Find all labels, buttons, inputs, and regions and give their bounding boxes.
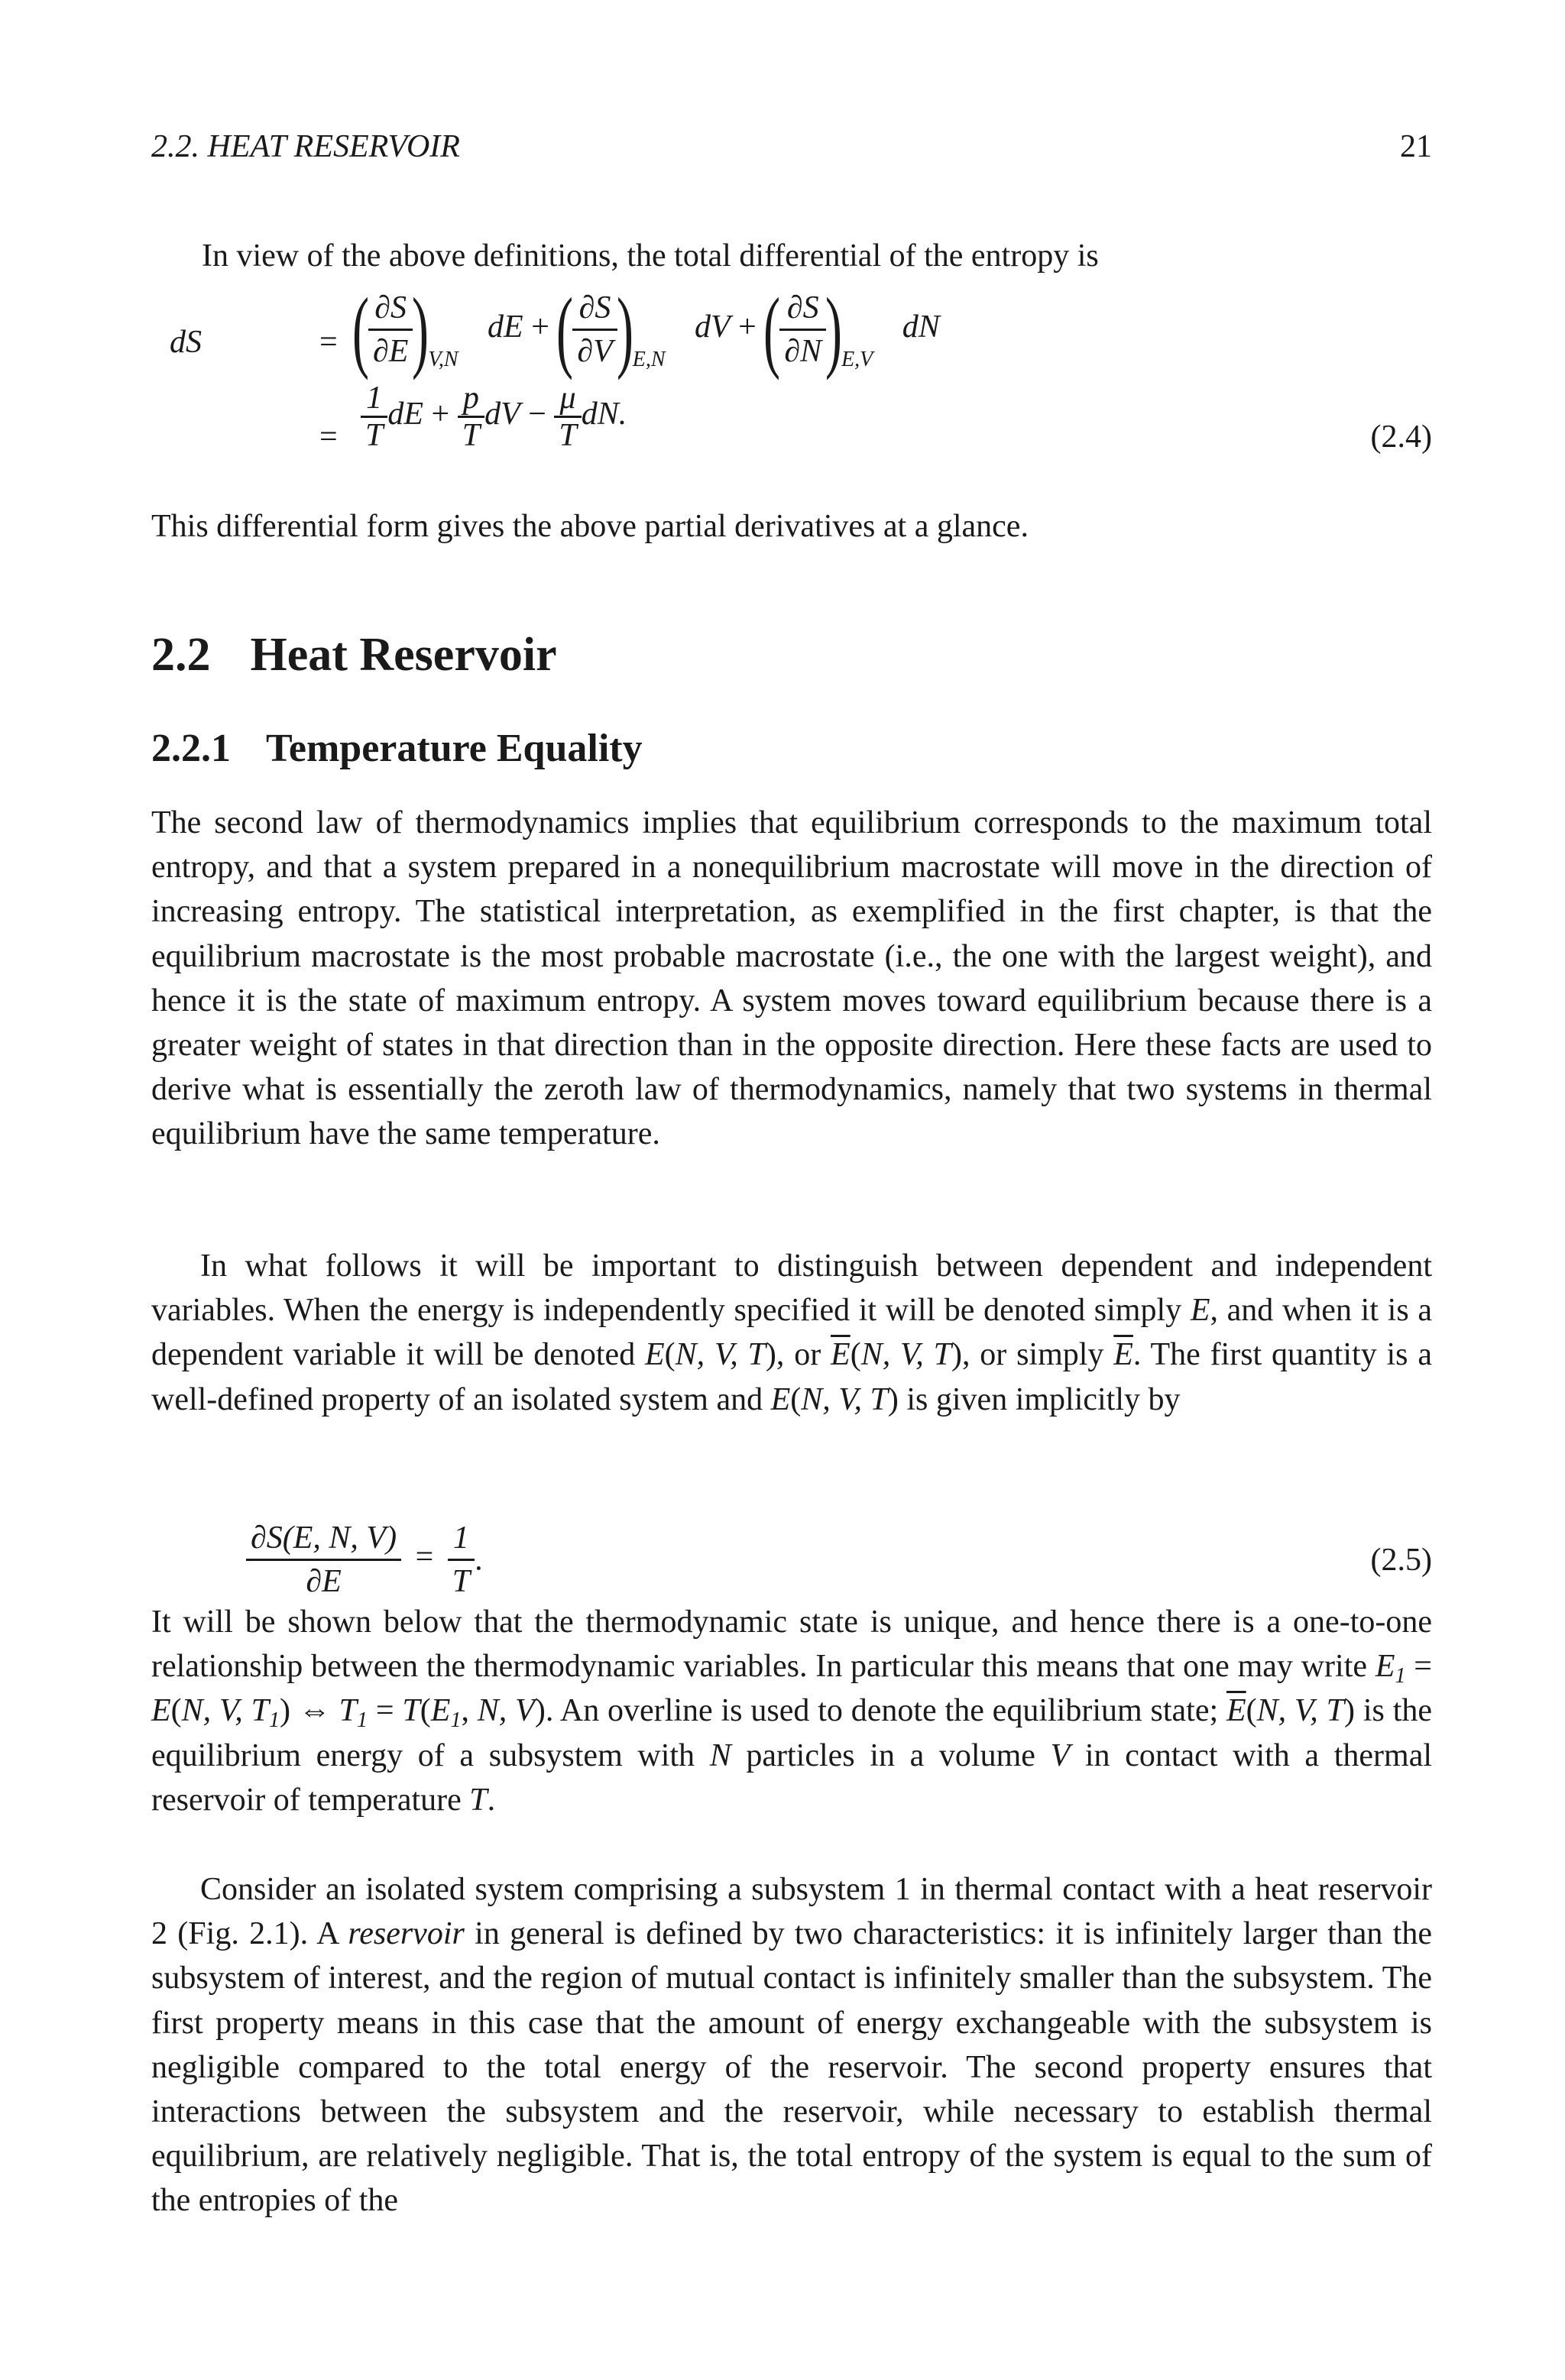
- intro-text: In view of the above definitions, the total differential of the entropy is: [202, 238, 1099, 274]
- running-head-title: 2.2. HEAT RESERVOIR: [151, 129, 460, 164]
- paragraph-4: Consider an isolated system comprising a subsystem 1 in thermal contact with a heat reservoir 2 (Fig. 2.1). A reservoir in general is defined by two characteristics: it is infinitely larger than the subsystem of interest, and the region of mutual contact is infinitely smaller than the subsystem. The first property means in this case that the amount of energy exchangeable with the subsystem is negligible compared to the total energy of the reservoir. The second property ensures that interactions between the subsystem and the reservoir, while necessary to establish thermal equilibrium, are relatively negligible. That is, the total entropy of the system is equal to the sum of the entropies of the: [151, 1872, 1432, 2219]
- equation-2-4: dS = ( $\frac{\partial S}{\partial E}$ )$_{V,N}$ dE + ( $\frac{\partial S}{\partial V}$ )$_{E,N}$ dV + ( $\frac{\partial S}{\partial N}$ )$_{E,V}$ dN = $\frac{1}{T}$ dE + $\frac{p}{T}$ dV − $\frac{\mu}{T}$ dN. (2.4): [170, 278, 1432, 455]
- subsection-title: Temperature Equality: [266, 727, 643, 770]
- section-heading: [151, 628, 557, 682]
- page-number: 21: [1400, 129, 1432, 164]
- equation-number-2-4: (2.4): [1370, 419, 1432, 455]
- equation-2-5: $\frac{\partial S(E, N, V)}{\partial E}$ = $\frac{1}{T}$ . (2.5): [151, 1520, 1432, 1612]
- paragraph-2: In what follows it will be important to distinguish between dependent and independent variables. When the energy is independently specified it will be denoted simply E, and when it is a dependent variable it will be denoted E(N, V, T), or $\overline{E}(N$, V, T), or simply $\overline{E}$. The first quantity is a well-defined property of an isolated system and E(N, V, T) is given implicitly by: [151, 1248, 1432, 1417]
- section-title: Heat Reservoir: [250, 629, 557, 681]
- running-head: [151, 128, 1432, 174]
- subsection-heading: [151, 726, 643, 771]
- subsection-number: 2.2.1: [151, 727, 231, 770]
- emphasis-reservoir: reservoir: [348, 1916, 465, 1952]
- after-equation-text: This differential form gives the above partial derivatives at a glance.: [151, 509, 1029, 544]
- paragraph-3: It will be shown below that the thermodynamic state is unique, and hence there is a one-to-one relationship between the thermodynamic variables. In particular this means that one may write $E_1 = E(N$, V, $T_1$) ⇔ $T_1 = T(E_1$, N, V). An overline is used to denote the equilibrium state; $\overline{E}(N$, V, T) is the equilibrium energy of a subsystem with N particles in a volume V in contact with a thermal reservoir of temperature T.: [151, 1604, 1433, 1818]
- equation-number-2-5: (2.5): [1370, 1543, 1432, 1578]
- paragraph-1: The second law of thermodynamics implies that equilibrium corresponds to the maximum total entropy, and that a system prepared in a nonequilibrium macrostate will move in the direction of increasing entropy. The statistical interpretation, as exemplified in the first chapter, is that the equilibrium macrostate is the most probable macrostate (i.e., the one with the largest weight), and hence it is the state of maximum entropy. A system moves toward equilibrium because there is a greater weight of states in that direction than in the opposite direction. Here these facts are used to derive what is essentially the zeroth law of thermodynamics, namely that two systems in thermal equilibrium have the same temperature.: [151, 805, 1432, 1152]
- section-number: 2.2: [151, 629, 211, 681]
